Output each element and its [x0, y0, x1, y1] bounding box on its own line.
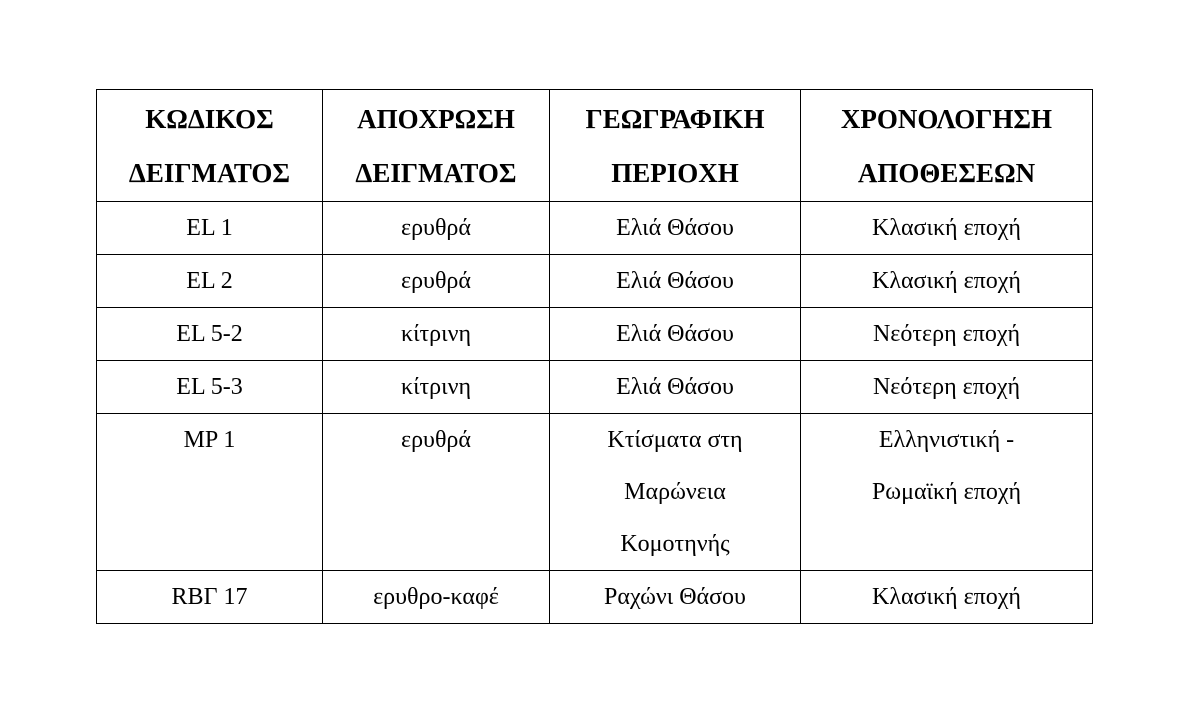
table-row — [97, 571, 1093, 624]
header-sample-color: ΑΠΟΧΡΩΣΗ ΔΕΙΓΜΑΤΟΣ — [323, 90, 550, 202]
samples-table — [96, 89, 1093, 624]
cell-sample-color: ερυθρο-καφέ — [323, 571, 550, 624]
cell-sample-color: ερυθρά — [323, 255, 550, 308]
cell-geographic-region: Ελιά Θάσου — [550, 255, 801, 308]
cell-deposit-dating: Κλασική εποχή — [801, 571, 1093, 624]
cell-sample-color: κίτρινη — [323, 308, 550, 361]
cell-sample-code: MP 1 — [97, 414, 323, 571]
cell-geographic-region: Ελιά Θάσου — [550, 308, 801, 361]
header-geographic-region: ΓΕΩΓΡΑΦΙΚΗ ΠΕΡΙΟΧΗ — [550, 90, 801, 202]
table-row — [97, 202, 1093, 255]
cell-geographic-region: Ελιά Θάσου — [550, 202, 801, 255]
header-sample-code: ΚΩΔΙΚΟΣ ΔΕΙΓΜΑΤΟΣ — [97, 90, 323, 202]
cell-geographic-region: Ραχώνι Θάσου — [550, 571, 801, 624]
table-row — [97, 308, 1093, 361]
table-row — [97, 414, 1093, 571]
table-row — [97, 255, 1093, 308]
cell-deposit-dating: Κλασική εποχή — [801, 202, 1093, 255]
cell-sample-code: EL 5-2 — [97, 308, 323, 361]
cell-sample-code: EL 2 — [97, 255, 323, 308]
cell-sample-color: ερυθρά — [323, 202, 550, 255]
cell-deposit-dating: Κλασική εποχή — [801, 255, 1093, 308]
table-row — [97, 361, 1093, 414]
cell-deposit-dating: Νεότερη εποχή — [801, 308, 1093, 361]
cell-deposit-dating: Νεότερη εποχή — [801, 361, 1093, 414]
cell-geographic-region: Κτίσματα στη Μαρώνεια Κομοτηνής — [550, 414, 801, 571]
cell-sample-code: EL 1 — [97, 202, 323, 255]
cell-sample-color: ερυθρά — [323, 414, 550, 571]
table-header-row — [97, 90, 1093, 202]
cell-sample-color: κίτρινη — [323, 361, 550, 414]
cell-sample-code: RBΓ 17 — [97, 571, 323, 624]
cell-deposit-dating: Ελληνιστική - Ρωμαϊκή εποχή — [801, 414, 1093, 571]
header-deposit-dating: ΧΡΟΝΟΛΟΓΗΣΗ ΑΠΟΘΕΣΕΩΝ — [801, 90, 1093, 202]
cell-geographic-region: Ελιά Θάσου — [550, 361, 801, 414]
cell-sample-code: EL 5-3 — [97, 361, 323, 414]
